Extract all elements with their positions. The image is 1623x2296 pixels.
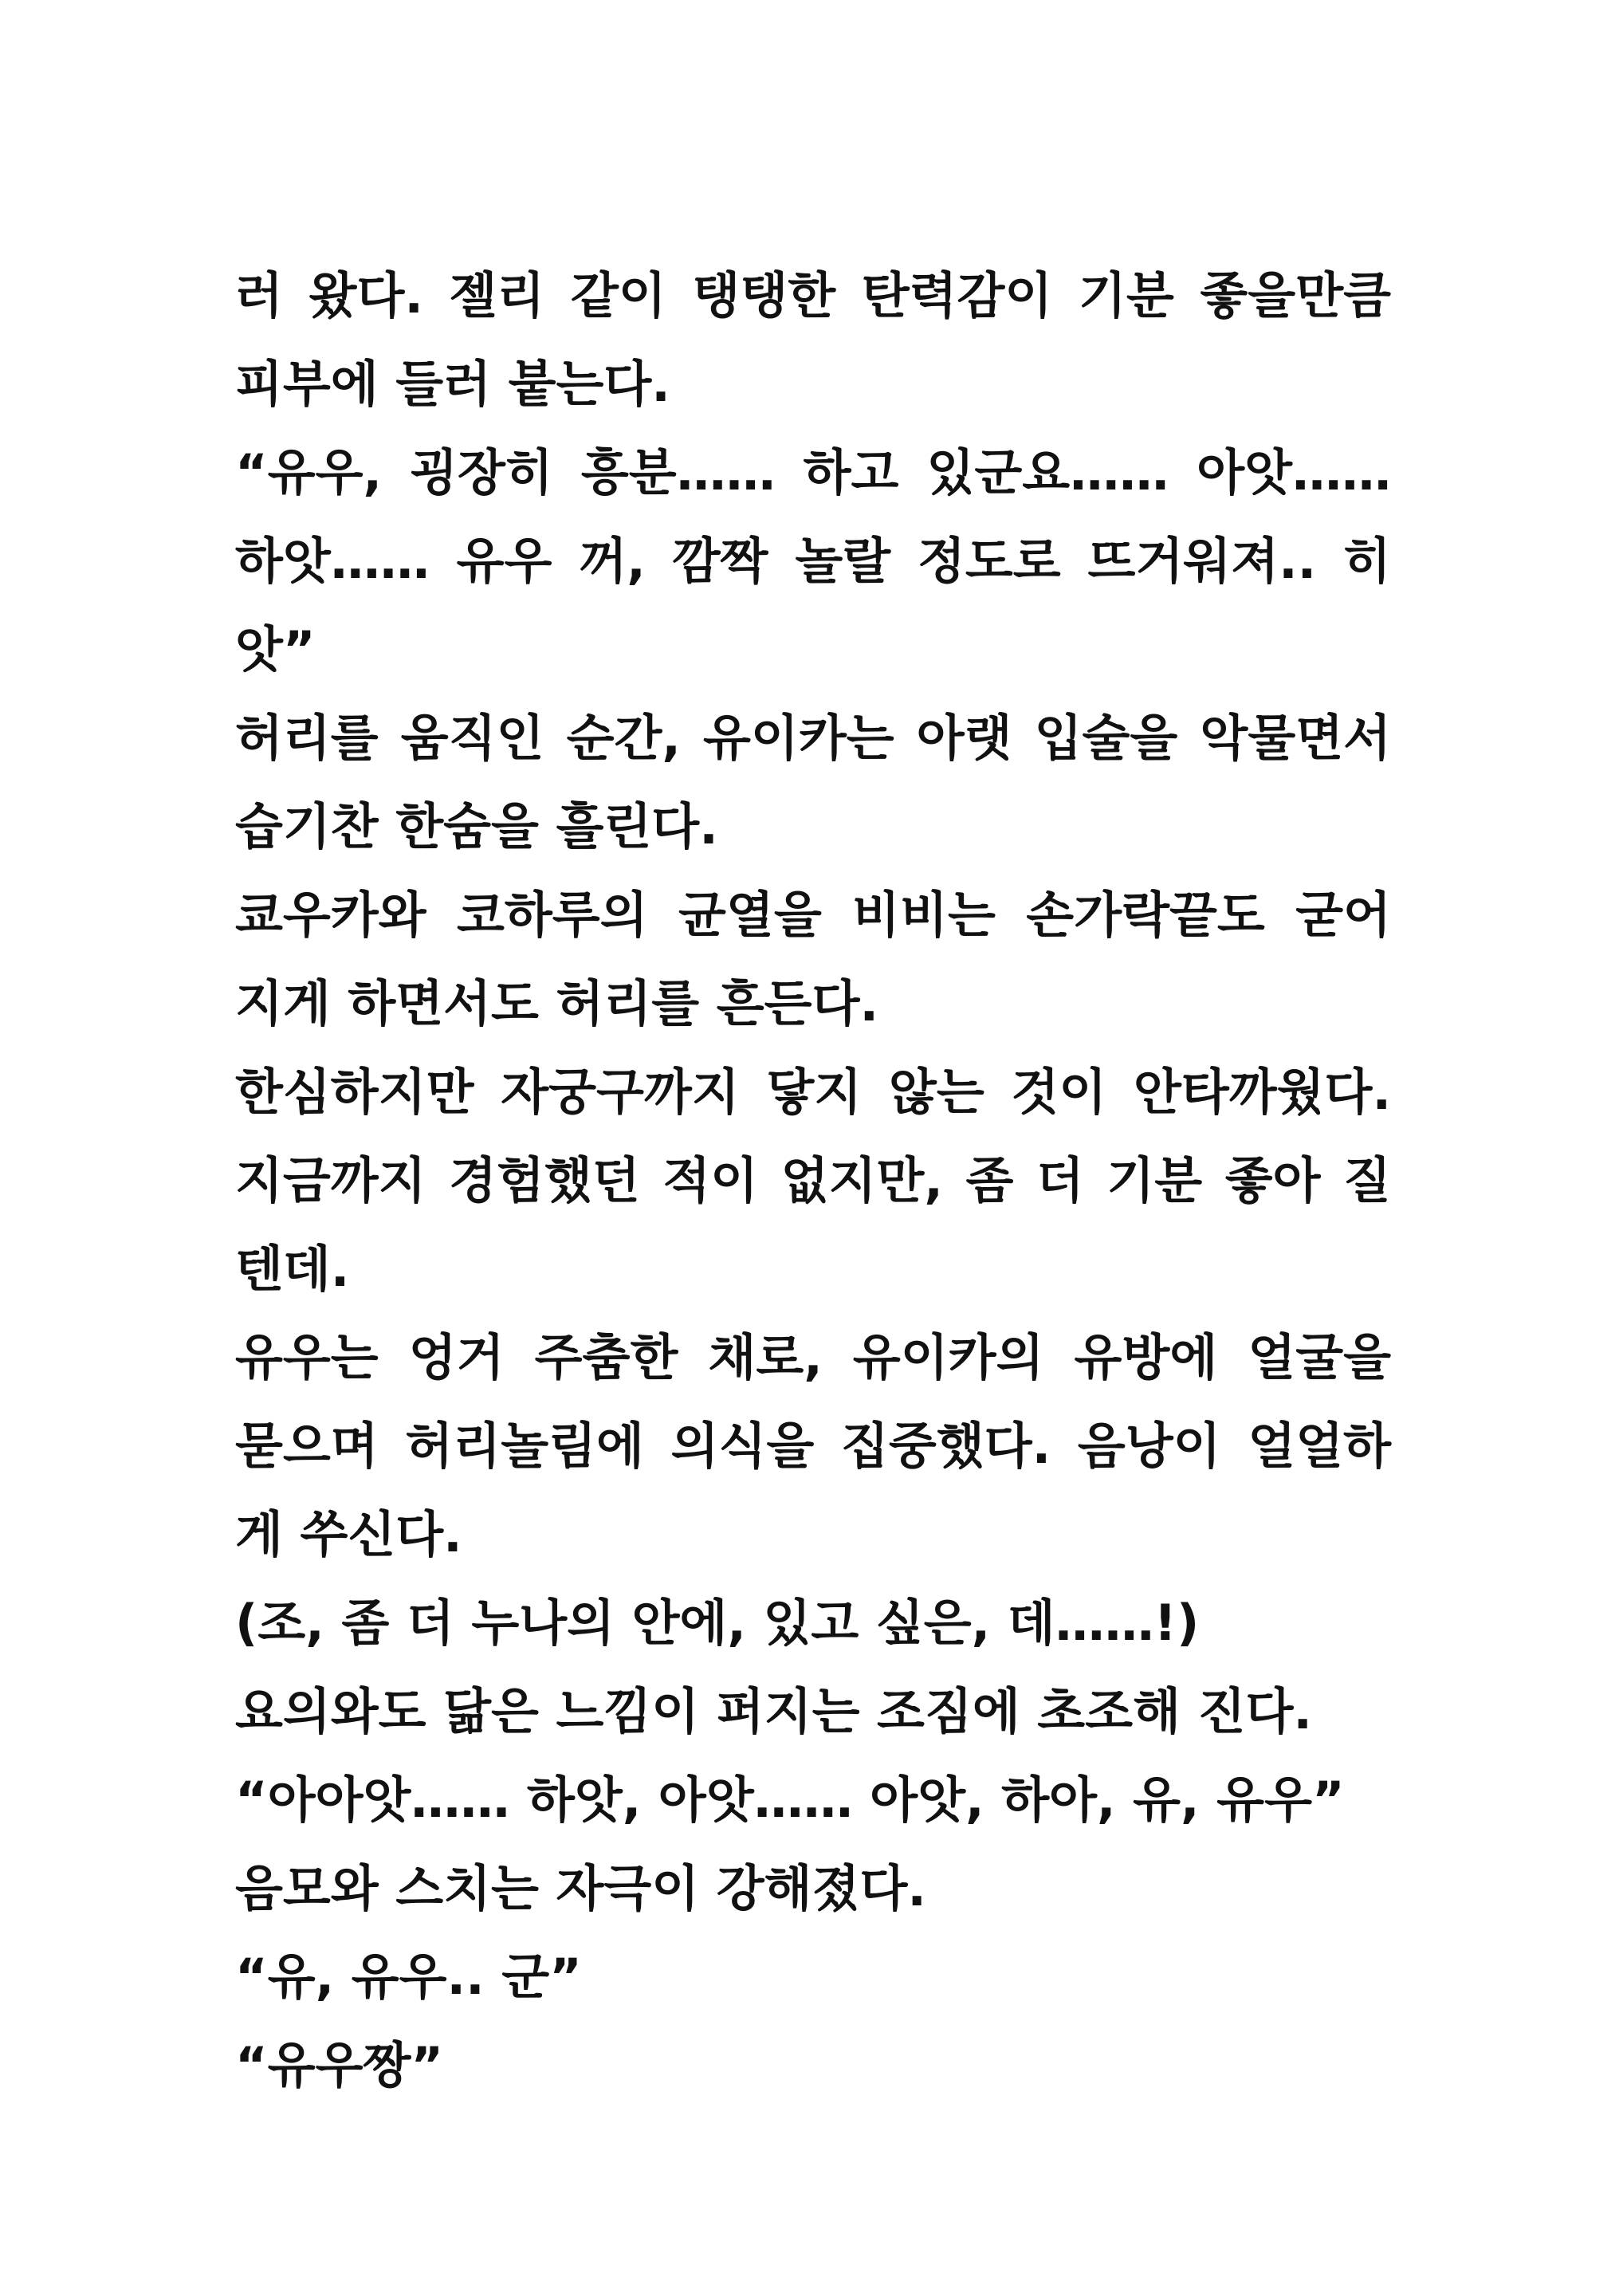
text-line: 유우는 엉거 주춤한 채로, 유이카의 유방에 얼굴을 <box>235 1328 1391 1386</box>
text-line: “유우짱” <box>235 2036 444 2094</box>
text-line: 한심하지만 자궁구까지 닿지 않는 것이 안타까웠다. <box>235 1063 1391 1121</box>
text-line: “유우, 굉장히 흥분…… 하고 있군요…… 아앗…… <box>235 443 1391 501</box>
text-line: 러 왔다. 젤리 같이 탱탱한 탄력감이 기분 좋을만큼 <box>235 266 1391 324</box>
text-line: 피부에 들러 붙는다. <box>235 355 670 413</box>
text-line: 음모와 스치는 자극이 강해졌다. <box>235 1859 926 1917</box>
text-line: 텐데. <box>235 1240 350 1298</box>
text-line: “아아앗…… 하앗, 아앗…… 아앗, 하아, 유, 유우” <box>235 1771 1345 1829</box>
text-line: 지금까지 경험했던 적이 없지만, 좀 더 기분 좋아 질 <box>235 1151 1391 1209</box>
text-line: 하앗…… 유우 꺼, 깜짝 놀랄 정도로 뜨거워져.. 히 <box>235 532 1391 590</box>
text-line: “유, 유우.. 군” <box>235 1948 582 2006</box>
text-line: 묻으며 허리놀림에 의식을 집중했다. 음낭이 얼얼하 <box>235 1417 1391 1475</box>
text-line: 앗” <box>235 620 316 678</box>
text-line: 지게 하면서도 허리를 흔든다. <box>235 974 879 1032</box>
text-line: 쿄우카와 코하루의 균열을 비비는 손가락끝도 굳어 <box>235 886 1391 944</box>
text-line: 허리를 움직인 순간, 유이카는 아랫 입술을 악물면서 <box>235 709 1391 767</box>
body-text <box>235 251 1391 2109</box>
text-line: 게 쑤신다. <box>235 1505 462 1563</box>
text-line: (조, 좀 더 누나의 안에, 있고 싶은, 데……!) <box>235 1594 1200 1652</box>
text-line: 요의와도 닮은 느낌이 퍼지는 조짐에 초조해 진다. <box>235 1682 1312 1740</box>
text-line: 습기찬 한숨을 흘린다. <box>235 797 718 855</box>
